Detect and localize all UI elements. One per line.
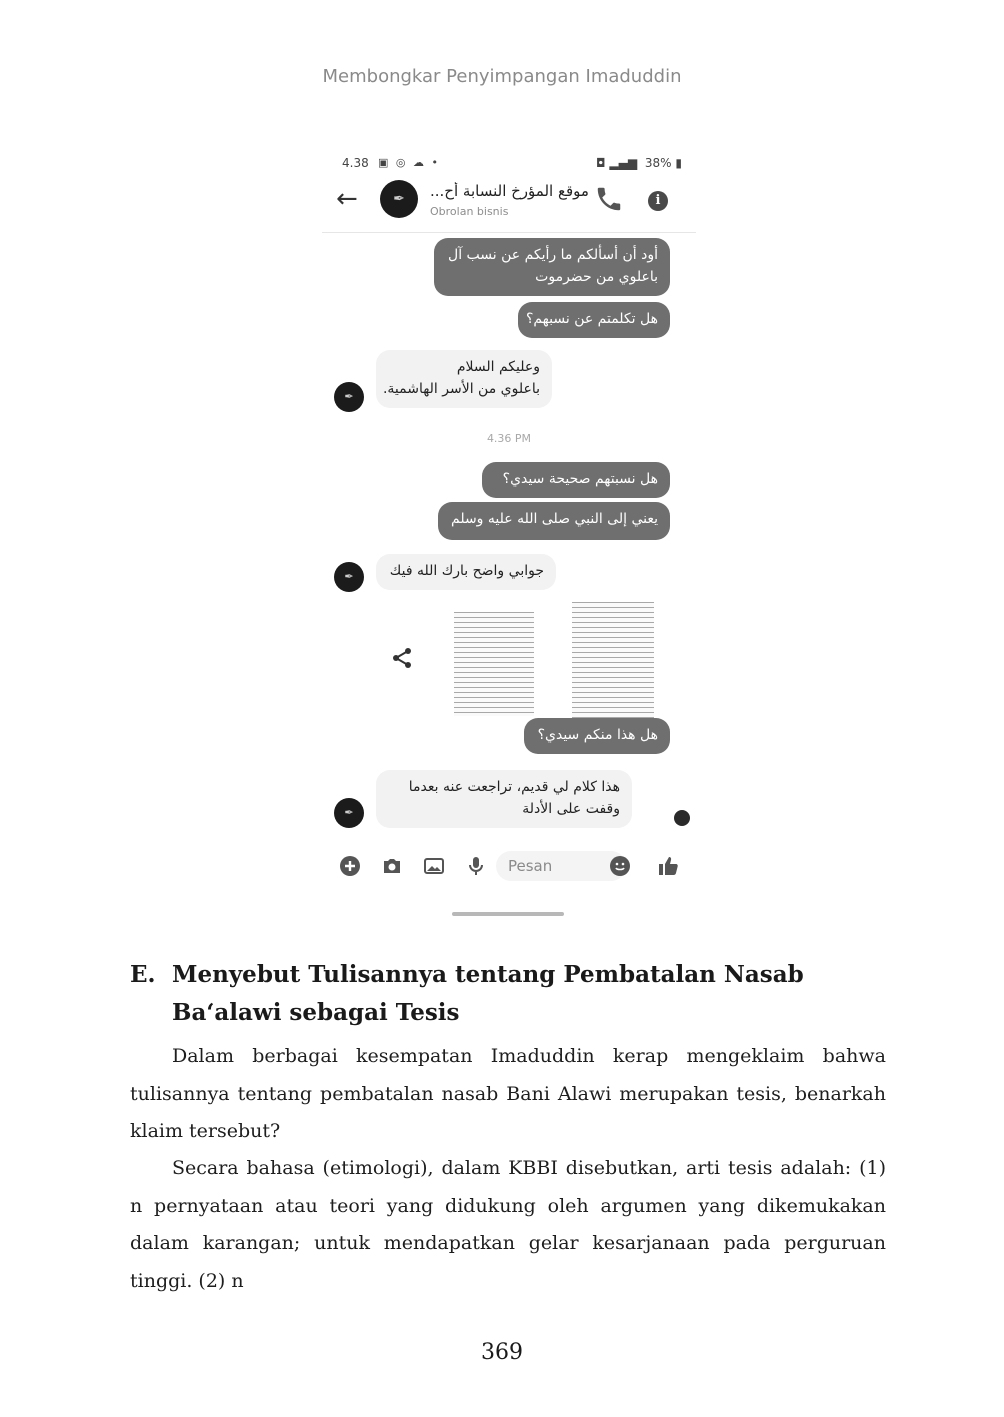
outgoing-message [434, 238, 670, 296]
status-bar [322, 154, 696, 174]
home-indicator [452, 912, 564, 916]
sender-avatar: ✒ [334, 798, 364, 828]
section-title: Menyebut Tulisannya tentang Pembatalan Nasab Ba‘alawi sebagai Tesis [172, 961, 804, 1026]
signal-icon: ▂▄▆ [609, 156, 638, 170]
phone-call-icon[interactable] [594, 184, 624, 214]
outgoing-message [482, 462, 670, 498]
message-line: هذا كلام لي قديم، تراجعت عنه بعدما [408, 779, 620, 795]
incoming-message [376, 350, 552, 408]
message-line: هل تكلمتم عن نسبهم؟ [525, 311, 658, 327]
read-receipt-icon [674, 810, 690, 826]
message-line: هل هذا منكم سيدي؟ [537, 727, 658, 743]
body-paragraph: Secara bahasa (etimologi), dalam KBBI disebutkan, arti tesis adalah: (1) n pernyataan atau teori yang didukung oleh argumen yang dikemukakan dalam karangan; untuk mendapatkan gelar kesarjanaan pada perguruan tinggi. (2) n [130, 1157, 886, 1292]
contact-subtitle: Obrolan bisnis [430, 205, 509, 218]
incoming-message [376, 554, 556, 590]
page-number: 369 [481, 1340, 523, 1365]
chat-header [322, 176, 696, 233]
battery-icon: ▮ [675, 156, 682, 170]
notification-icons: ▣ ◎ ☁ • [378, 156, 440, 169]
body-paragraph: Dalam berbagai kesempatan Imaduddin kerap mengeklaim bahwa tulisannya tentang pembatalan nasab Bani Alawi merupakan tesis, benarkah klaim tersebut? [130, 1045, 886, 1142]
section-letter: E. [130, 961, 156, 988]
message-line: أود أن أسألكم ما رأيكم عن نسب آل [448, 247, 658, 263]
message-timestamp: 4.36 PM [486, 432, 532, 445]
alarm-icon: ◘ [596, 156, 606, 170]
sender-avatar: ✒ [334, 382, 364, 412]
camera-icon[interactable] [380, 854, 404, 878]
battery-percent: 38% [644, 156, 672, 170]
message-line: هل نسبتهم صحيحة سيدي؟ [502, 471, 658, 487]
message-input-bar [322, 846, 696, 886]
message-line: وقفت على الأدلة [522, 801, 620, 817]
sender-avatar: ✒ [334, 562, 364, 592]
add-icon[interactable] [338, 854, 362, 878]
message-line: يعني إلى النبي صلى الله عليه وسلم [451, 511, 658, 527]
document-image[interactable] [572, 602, 654, 718]
chat-screenshot [322, 146, 696, 924]
outgoing-message [438, 502, 670, 540]
contact-avatar[interactable]: ✒ [380, 180, 418, 218]
gallery-icon[interactable] [422, 854, 446, 878]
outgoing-message [524, 718, 670, 754]
incoming-message [376, 770, 632, 828]
microphone-icon[interactable] [464, 854, 488, 878]
message-input[interactable] [496, 851, 626, 881]
emoji-icon[interactable] [608, 854, 632, 878]
message-line: باعلوي من حضرموت [535, 269, 658, 285]
outgoing-message [518, 302, 670, 338]
running-header: Membongkar Penyimpangan Imaduddin [322, 66, 682, 87]
share-icon[interactable] [390, 646, 414, 670]
status-time: 4.38 [342, 156, 369, 170]
message-line: وعليكم السلام [456, 359, 540, 375]
info-icon[interactable]: i [648, 191, 668, 211]
status-right [596, 156, 682, 170]
message-line: جوابي واضح بارك الله فيك [389, 563, 544, 579]
message-line: باعلوي من الأسر الهاشمية. [382, 381, 540, 397]
thumbs-up-icon[interactable] [656, 854, 680, 878]
contact-name[interactable]: موقع المؤرخ النسابة أح... [430, 182, 589, 200]
document-image[interactable] [454, 612, 534, 716]
back-arrow-icon[interactable]: ← [336, 184, 358, 214]
